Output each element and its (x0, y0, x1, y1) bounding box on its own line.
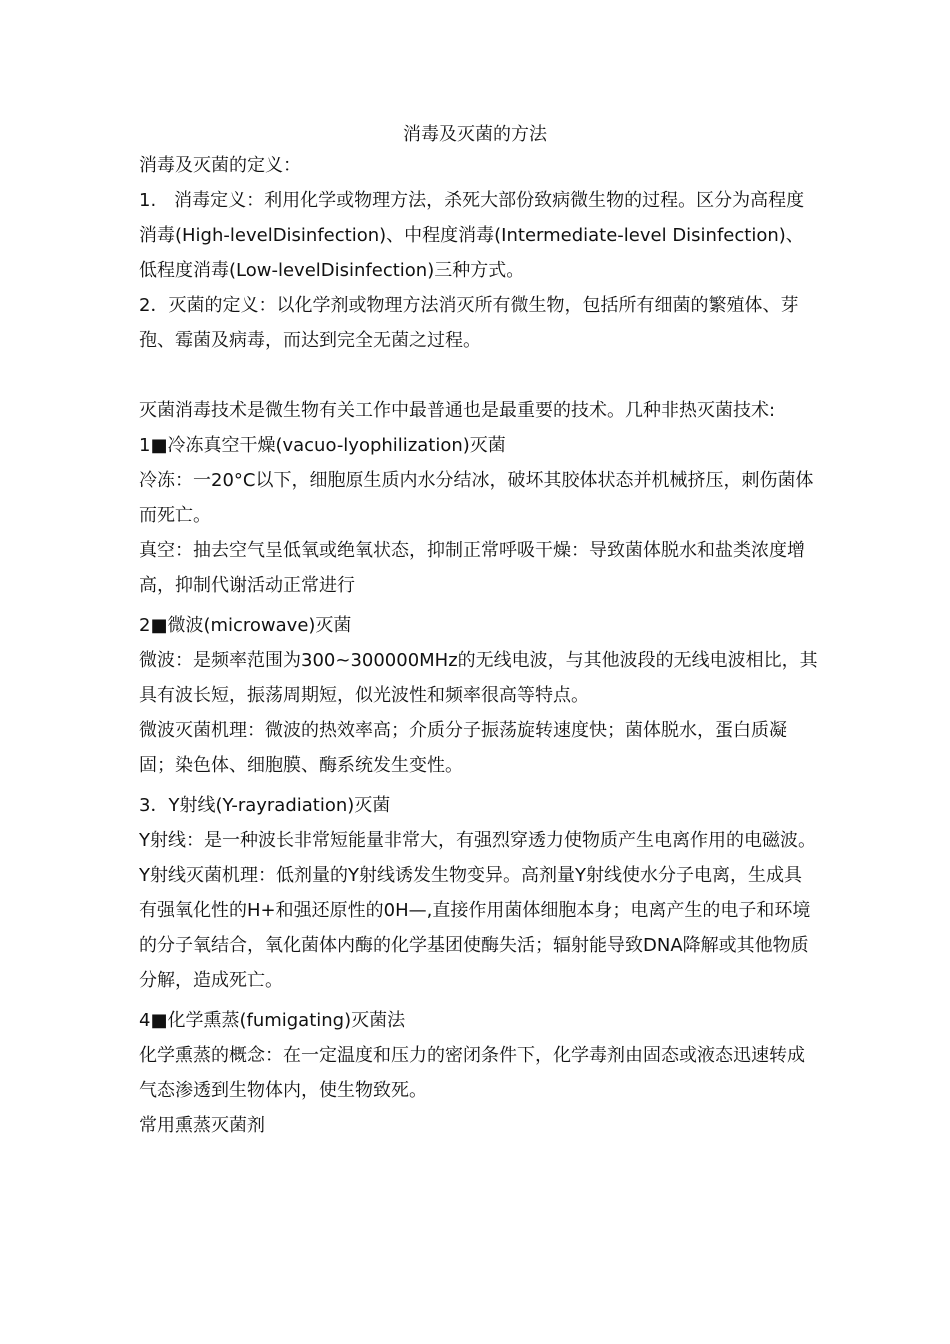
section-heading-gamma-ray: 3．Y射线(Y-rayradiation)灭菌 (139, 795, 391, 816)
microwave-paragraph: 微波：是频率范围为300~300000MHz的无线电波，与其他波段的无线电波相比，其具有波长短，振荡周期短，似光波性和频率很高等特点。 (139, 650, 818, 706)
sterilization-definition: 2．灭菌的定义：以化学剂或物理方法消灭所有微生物，包括所有细菌的繁殖体、芽孢、霉菌及病毒，而达到完全无菌之过程。 (139, 295, 799, 351)
fumigation-concept-paragraph: 化学熏蒸的概念：在一定温度和压力的密闭条件下，化学毒剂由固态或液态迅速转成气态渗透到生物体内，使生物致死。 (139, 1045, 805, 1101)
microwave-mechanism-paragraph: 微波灭菌机理：微波的热效率高；介质分子振荡旋转速度快；菌体脱水，蛋白质凝固；染色体、细胞膜、酶系统发生变性。 (139, 720, 787, 776)
section-heading-freeze-drying: 1■冷冻真空干燥(vacuo-lyophilization)灭菌 (139, 435, 506, 456)
section-heading-fumigation: 4■化学熏蒸(fumigating)灭菌法 (139, 1010, 406, 1031)
section-heading-microwave: 2■微波(microwave)灭菌 (139, 615, 352, 636)
document-body (139, 148, 819, 1143)
fumigant-list-heading: 常用熏蒸灭菌剂 (139, 1115, 265, 1136)
gamma-ray-mechanism-paragraph: Y射线灭菌机理：低剂量的Y射线诱发生物变异。高剂量Y射线使水分子电离，生成具有强氧化性的H+和强还原性的0H—,直接作用菌体细胞本身；电离产生的电子和环境的分子氧结合，氧化菌体内酶的化学基团使酶失活；辐射能导致DNA降解或其他物质分解，造成死亡。 (139, 865, 811, 991)
document-title: 消毒及灭菌的方法 (403, 124, 547, 145)
non-thermal-intro: 灭菌消毒技术是微生物有关工作中最普通也是最重要的技术。几种非热灭菌技术: (139, 400, 776, 421)
definitions-heading: 消毒及灭菌的定义： (139, 155, 301, 176)
freezing-paragraph: 冷冻：一20°C以下，细胞原生质内水分结冰，破坏其胶体状态并机械挤压，刺伤菌体而死亡。 (139, 470, 814, 526)
gamma-ray-paragraph: Y射线：是一种波长非常短能量非常大，有强烈穿透力使物质产生电离作用的电磁波。 (139, 830, 816, 851)
vacuum-paragraph: 真空：抽去空气呈低氧或绝氧状态，抑制正常呼吸干燥：导致菌体脱水和盐类浓度增高，抑制代谢活动正常进行 (139, 540, 805, 596)
disinfection-definition: 1. 消毒定义：利用化学或物理方法，杀死大部份致病微生物的过程。区分为高程度消毒(High-levelDisinfection)、中程度消毒(Intermediate-level Disinfection)、低程度消毒(Low-levelDisinfection)三种方式。 (139, 190, 805, 281)
